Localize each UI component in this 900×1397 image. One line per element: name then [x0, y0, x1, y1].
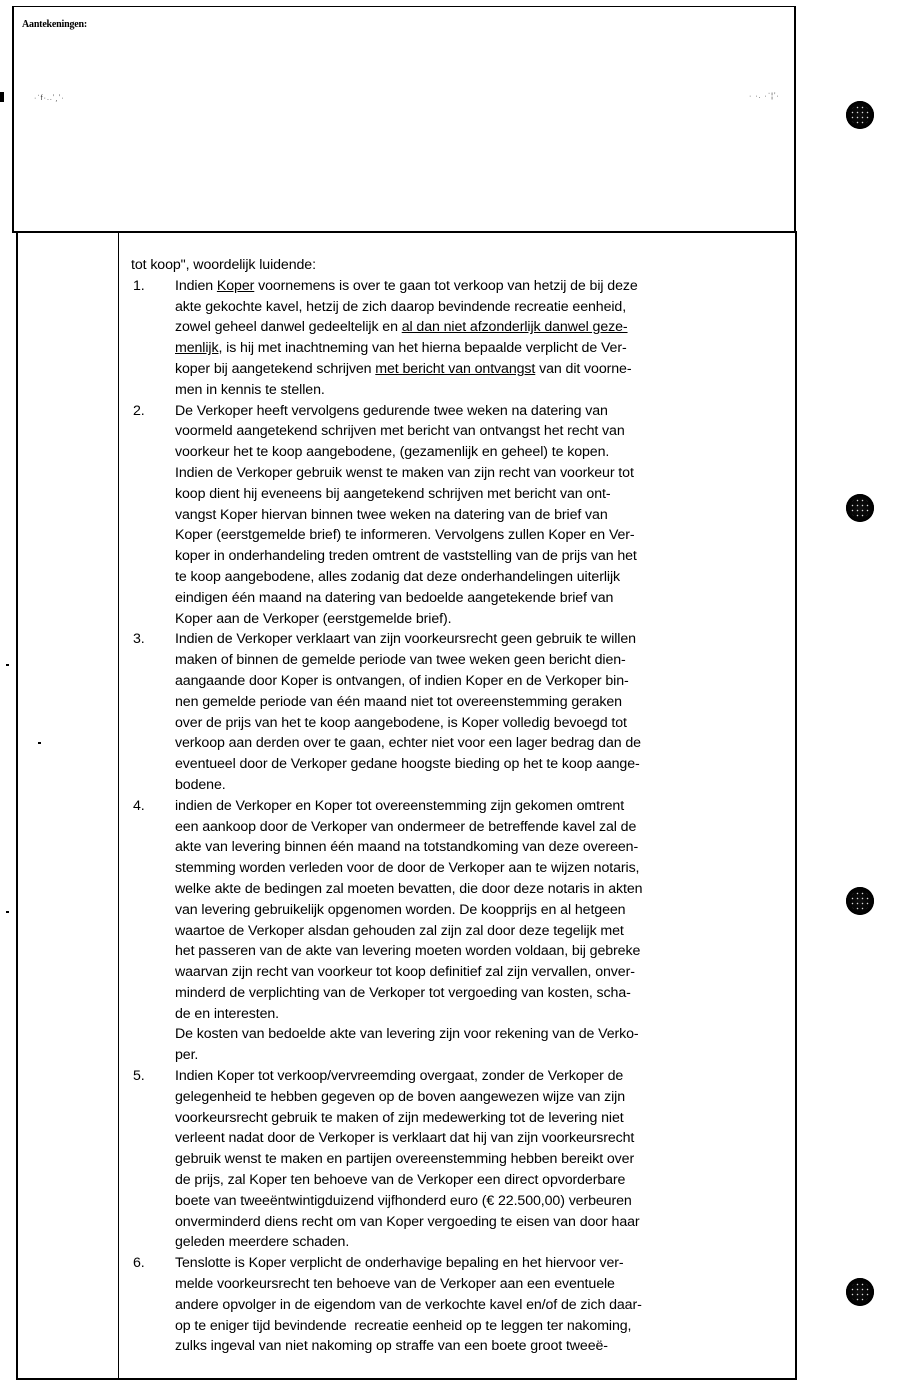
deed-text-box: [16, 231, 797, 1380]
clause-line: indien de Verkoper en Koper tot overeenstemming zijn gekomen omtrent: [175, 797, 625, 814]
clause-line: eindigen één maand na datering van bedoelde aangetekende brief van: [175, 589, 614, 606]
clause-line: aangaande door Koper is ontvangen, of indien Koper en de Verkoper bin-: [175, 672, 629, 689]
clause-line: per.: [175, 1047, 199, 1064]
clause-6: [131, 1253, 791, 1357]
clause-line: koop dient hij eveneens bij aangetekend schrijven met bericht van ont-: [175, 485, 611, 502]
clause-line: Koper aan de Verkoper (eerstgemelde brief).: [175, 610, 452, 627]
clause-line: een aankoop door de Verkoper van ondermeer de betreffende kavel zal de: [175, 818, 637, 835]
underlined-text: menlijk: [175, 340, 219, 357]
punch-hole: [846, 494, 874, 522]
clause-line: Tenslotte is Koper verplicht de onderhavige bepaling en het hiervoor ver-: [175, 1255, 624, 1272]
clause-line: De kosten van bedoelde akte van levering zijn voor rekening van de Verko-: [175, 1026, 639, 1043]
clause-number: 4.: [133, 797, 145, 814]
clause-line: zowel geheel danwel gedeeltelijk en al dan niet afzonderlijk danwel geze-: [175, 319, 628, 336]
clause-line: De Verkoper heeft vervolgens gedurende twee weken na datering van: [175, 402, 608, 419]
clause-line: menlijk, is hij met inachtneming van het hierna bepaalde verplicht de Ver-: [175, 340, 627, 357]
clause-line: over de prijs van het te koop aangebodene, is Koper volledig bevoegd tot: [175, 714, 627, 731]
clause-line: waarvan zijn recht van voorkeur tot koop definitief zal zijn vervallen, onver-: [175, 964, 635, 981]
punch-hole: [846, 887, 874, 915]
clause-line: Indien de Verkoper gebruik wenst te maken van zijn recht van voorkeur tot: [175, 464, 634, 481]
clause-line: andere opvolger in de eigendom van de verkochte kavel en/of de zich daar-: [175, 1296, 642, 1313]
annotations-label: Aantekeningen:: [22, 19, 87, 30]
handwritten-mark-left: ·ˈf·..ʼ¸ʼ·: [34, 95, 65, 102]
clause-line: boete van tweeëntwintigduizend vijfhonderd euro (€ 22.500,00) verbeuren: [175, 1192, 632, 1209]
clause-line: de en interesten.: [175, 1005, 279, 1022]
clause-line: Indien de Verkoper verklaart van zijn voorkeursrecht geen gebruik te willen: [175, 631, 636, 648]
scan-artifact-mark: [6, 664, 9, 666]
clause-line: van levering gebruikelijk opgenomen worden. De koopprijs en al hetgeen: [175, 901, 626, 918]
clause-line: melde voorkeursrecht ten behoeve van de Verkoper aan een eventuele: [175, 1276, 615, 1293]
handwritten-mark-right: · ·. ·ˈ¦ʼ·: [749, 93, 780, 100]
clause-3: [131, 629, 791, 795]
clause-line: voormeld aangetekend schrijven met bericht van ontvangst het recht van: [175, 423, 625, 440]
clause-number: 3.: [133, 631, 145, 648]
clause-5: [131, 1066, 791, 1253]
annotations-box: [12, 6, 796, 233]
clause-line: voorkeursrecht gebruik te maken of zijn medewerking tot de levering niet: [175, 1109, 624, 1126]
clause-line: nen gemelde periode van één maand niet tot overeenstemming geraken: [175, 693, 622, 710]
clause-line: vangst Koper hiervan binnen twee weken na datering van de brief van: [175, 506, 608, 523]
clause-line: voorkeur het te koop aangebodene, (gezamenlijk en geheel) te kopen.: [175, 444, 610, 461]
scan-artifact-mark: [6, 911, 9, 913]
clause-line: Indien Koper voornemens is over te gaan tot verkoop van hetzij de bij deze: [175, 277, 638, 294]
clause-1: [131, 276, 791, 401]
clause-line: het passeren van de akte van levering moeten worden voldaan, bij gebreke: [175, 943, 641, 960]
clause-line: verkoop aan derden over te gaan, echter niet voor een lager bedrag dan de: [175, 735, 641, 752]
clause-line: koper in onderhandeling treden omtrent de vaststelling van de prijs van het: [175, 548, 637, 565]
deed-content: [131, 255, 791, 1357]
clause-line: eventueel door de Verkoper gedane hoogste bieding op het te koop aange-: [175, 756, 640, 773]
clause-line: onverminderd diens recht om van Koper vergoeding te eisen van door haar: [175, 1213, 640, 1230]
underlined-text: Koper: [216, 277, 255, 294]
clause-line: gelegenheid te hebben gegeven op de boven aangewezen wijze van zijn: [175, 1088, 626, 1105]
clause-list: [131, 276, 791, 1357]
clause-line: akte van levering binnen één maand na totstandkoming van deze overeen-: [175, 839, 639, 856]
underlined-text: al dan niet afzonderlijk danwel geze-: [401, 319, 628, 336]
punch-hole: [846, 1278, 874, 1306]
punch-hole: [846, 101, 874, 129]
clause-line: Indien Koper tot verkoop/vervreemding overgaat, zonder de Verkoper de: [175, 1068, 624, 1085]
scan-artifact-mark: [38, 742, 41, 744]
clause-line: verleent nadat door de Verkoper is verklaart dat hij van zijn voorkeursrecht: [175, 1130, 635, 1147]
clause-number: 6.: [133, 1255, 145, 1272]
clause-line: men in kennis te stellen.: [175, 381, 325, 398]
clause-line: minderd de verplichting van de Verkoper tot vergoeding van kosten, scha-: [175, 984, 631, 1001]
clause-line: op te eniger tijd bevindende recreatie eenheid op te leggen ter nakoming,: [175, 1317, 632, 1334]
clause-line: koper bij aangetekend schrijven met bericht van ontvangst van dit voorne-: [175, 360, 632, 377]
clause-2: [131, 401, 791, 630]
clause-number: 2.: [133, 402, 145, 419]
clause-line: Koper (eerstgemelde brief) te informeren. Vervolgens zullen Koper en Ver-: [175, 527, 635, 544]
intro-line: tot koop", woordelijk luidende:: [131, 257, 316, 273]
clause-line: zulks ingeval van niet nakoming op straffe van een boete groot tweeë-: [175, 1338, 608, 1355]
scan-artifact-mark: [0, 92, 4, 102]
clause-line: te koop aangebodene, alles zodanig dat deze onderhandelingen uiterlijk: [175, 568, 620, 585]
clause-line: waartoe de Verkoper alsdan gehouden zal zijn zal door deze tegelijk met: [175, 922, 624, 939]
underlined-text: met bericht van ontvangst: [375, 360, 536, 377]
clause-line: akte gekochte kavel, hetzij de zich daarop bevindende recreatie eenheid,: [175, 298, 627, 315]
clause-4: [131, 796, 791, 1066]
clause-line: welke akte de bedingen zal moeten bevatten, die door deze notaris in akten: [175, 880, 643, 897]
clause-line: stemming worden verleden voor de door de Verkoper aan te wijzen notaris,: [175, 860, 640, 877]
clause-line: maken of binnen de gemelde periode van twee weken geen bericht dien-: [175, 652, 626, 669]
left-margin-column: [18, 233, 119, 1378]
clause-line: bodene.: [175, 776, 226, 793]
clause-number: 5.: [133, 1068, 145, 1085]
clause-line: de prijs, zal Koper ten behoeve van de Verkoper een direct opvorderbare: [175, 1172, 626, 1189]
clause-line: geleden meerdere schaden.: [175, 1234, 350, 1251]
clause-number: 1.: [133, 277, 145, 294]
clause-line: gebruik wenst te maken en partijen overeenstemming hebben bereikt over: [175, 1151, 635, 1168]
